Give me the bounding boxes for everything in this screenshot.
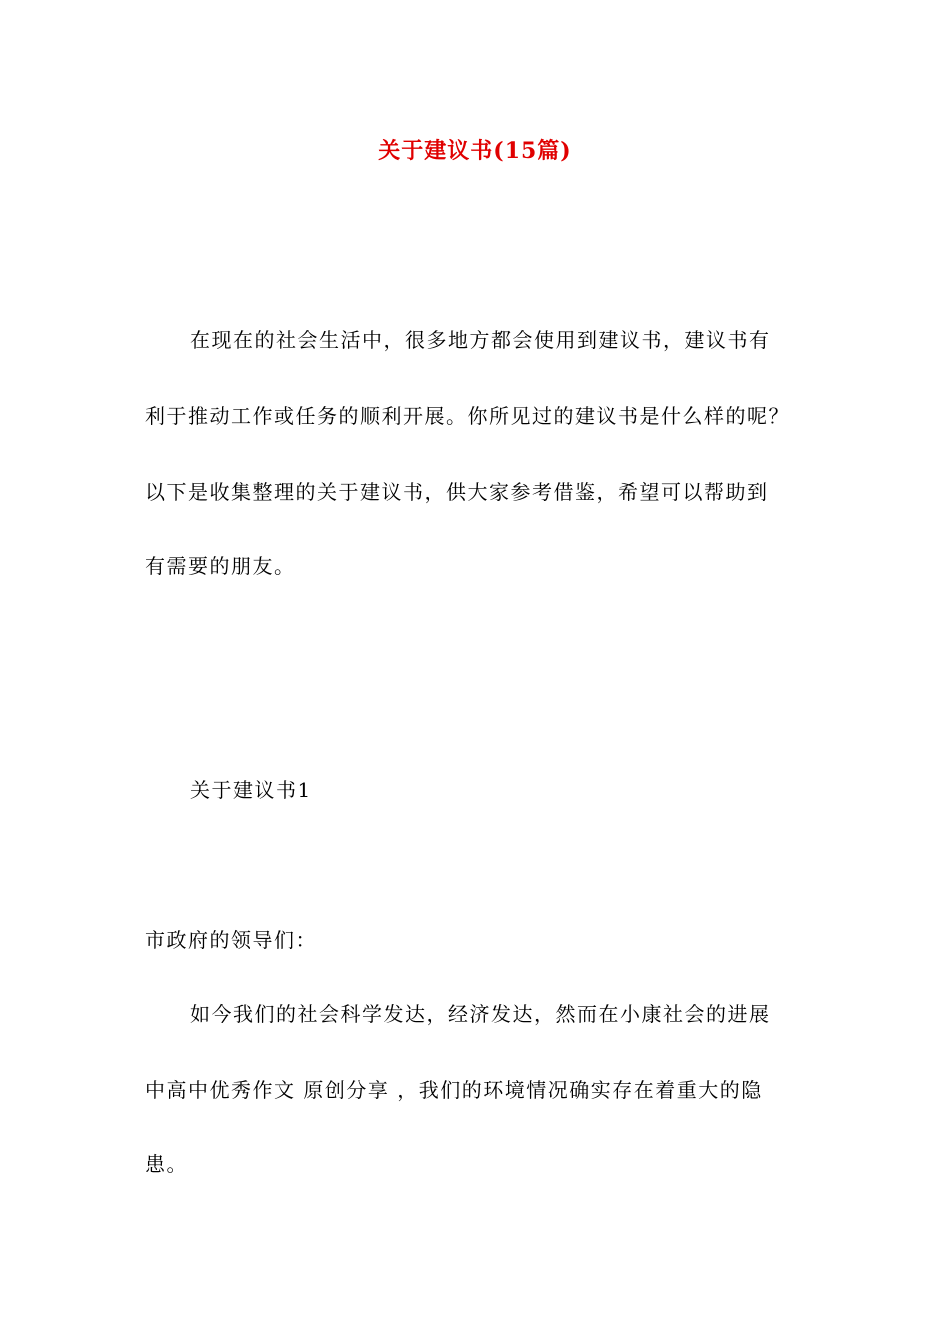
salutation: 市政府的领导们： [145,928,317,952]
intro-line-3: 以下是收集整理的关于建议书，供大家参考借鉴，希望可以帮助到 [145,480,769,504]
intro-line-2: 利于推动工作或任务的顺利开展。你所见过的建议书是什么样的呢？ [145,404,790,428]
intro-line-4: 有需要的朋友。 [145,554,296,578]
document-title: 关于建议书(15篇) [378,138,572,164]
body-line-3: 患。 [145,1152,188,1176]
intro-line-1: 在现在的社会生活中，很多地方都会使用到建议书，建议书有 [190,328,771,352]
body-line-1: 如今我们的社会科学发达，经济发达，然而在小康社会的进展 [190,1002,771,1026]
section-heading: 关于建议书1 [190,778,312,802]
body-line-2: 中高中优秀作文 原创分享 ，我们的环境情况确实存在着重大的隐 [145,1078,763,1102]
